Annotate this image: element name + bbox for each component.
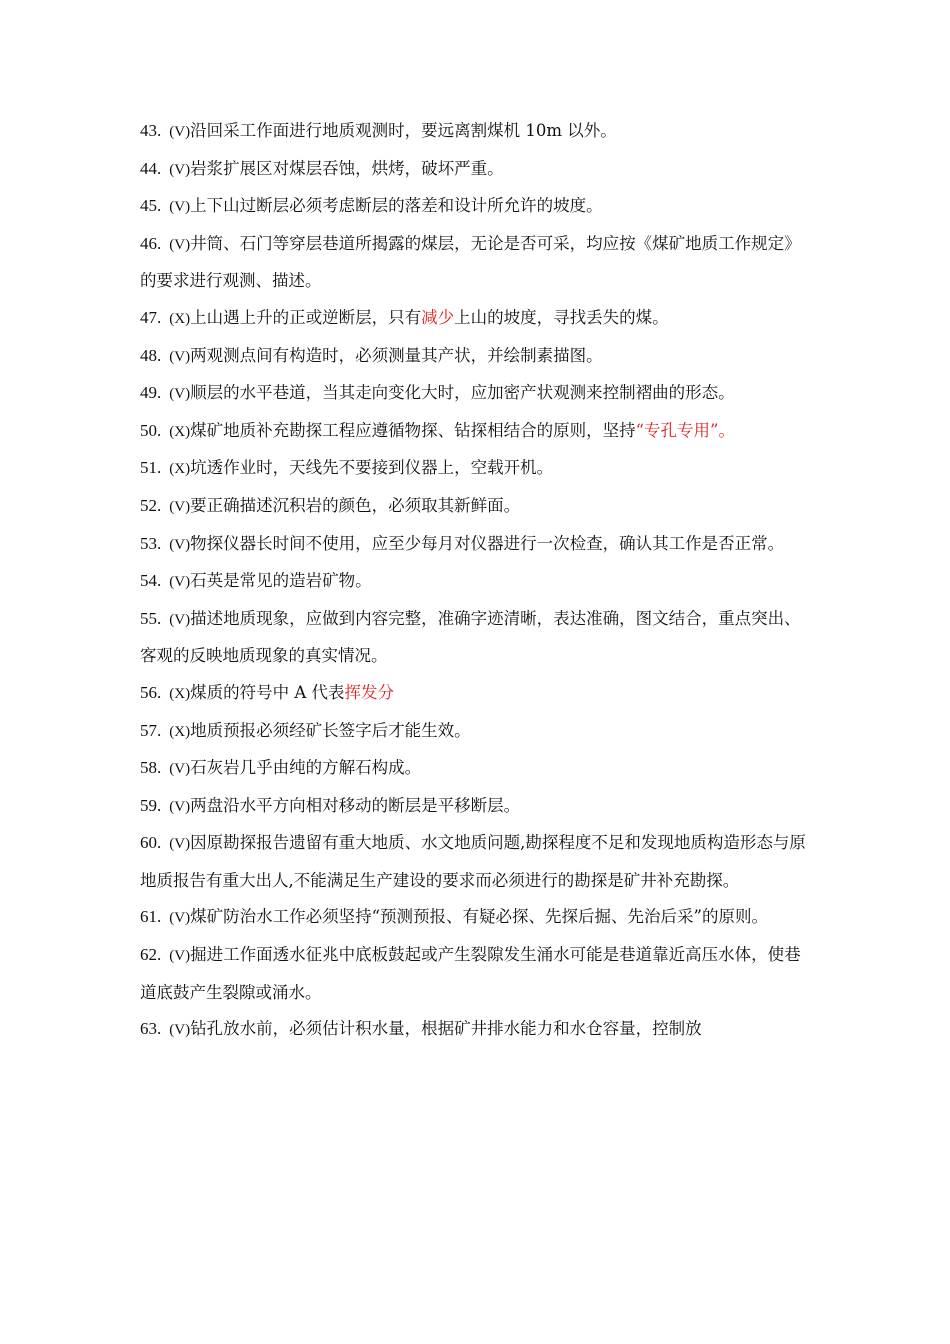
list-item bbox=[140, 188, 812, 226]
item-text: 煤质的符号中 A 代表 bbox=[190, 682, 345, 702]
item-text: 石英是常见的造岩矿物。 bbox=[190, 571, 372, 591]
list-item bbox=[140, 375, 812, 413]
item-number: 56. bbox=[140, 682, 162, 702]
item-text: 掘进工作面透水征兆中底板鼓起或产生裂隙发生涌水可能是巷道靠近高压水体，使巷道底鼓产生裂隙或涌水。 bbox=[140, 945, 801, 1002]
answer-mark: (V) bbox=[169, 948, 191, 965]
item-number: 60. bbox=[140, 833, 162, 853]
answer-mark: (X) bbox=[169, 310, 191, 327]
item-text: 两盘沿水平方向相对移动的断层是平移断层。 bbox=[190, 795, 521, 815]
item-text: 沿回采工作面进行地质观测时，要远离割煤机 10m 以外。 bbox=[190, 121, 617, 140]
answer-mark: (X) bbox=[169, 423, 191, 440]
list-item bbox=[140, 937, 812, 1011]
list-item bbox=[140, 113, 812, 151]
answer-mark: (X) bbox=[169, 461, 191, 478]
item-text: 两观测点间有构造时，必须测量其产状，并绘制素描图。 bbox=[190, 345, 603, 365]
list-item bbox=[140, 899, 812, 937]
document-body bbox=[140, 113, 812, 1049]
item-number: 48. bbox=[140, 345, 162, 365]
item-number: 49. bbox=[140, 383, 162, 403]
list-item bbox=[140, 750, 812, 788]
list-item bbox=[140, 526, 812, 564]
item-text: 物探仪器长时间不使用，应至少每月对仪器进行一次检查，确认其工作是否正常。 bbox=[190, 533, 785, 553]
item-text-continued: 上山的坡度，寻找丢失的煤。 bbox=[454, 307, 669, 327]
item-number: 51. bbox=[140, 458, 162, 478]
item-number: 62. bbox=[140, 945, 162, 965]
list-item bbox=[140, 563, 812, 601]
item-text: 描述地质现象，应做到内容完整，准确字迹清晰，表达准确，图文结合，重点突出、客观的反映地质现象的真实情况。 bbox=[140, 608, 801, 666]
item-text: 上下山过断层必须考虑断层的落差和设计所允许的坡度。 bbox=[190, 196, 603, 216]
item-number: 45. bbox=[140, 196, 162, 216]
list-item bbox=[140, 300, 812, 338]
item-number: 53. bbox=[140, 533, 162, 553]
item-text: 上山遇上升的正或逆断层，只有 bbox=[190, 307, 422, 327]
item-text: 井筒、石门等穿层巷道所揭露的煤层，无论是否可采，均应按《煤矿地质工作规定》的要求进行观测、描述。 bbox=[140, 233, 801, 291]
item-number: 47. bbox=[140, 307, 162, 327]
list-item bbox=[140, 226, 812, 300]
item-number: 43. bbox=[140, 121, 162, 140]
list-item bbox=[140, 713, 812, 751]
item-text: 岩浆扩展区对煤层吞蚀，烘烤，破坏严重。 bbox=[190, 158, 504, 178]
list-item bbox=[140, 825, 812, 899]
answer-mark: (V) bbox=[169, 386, 191, 403]
answer-mark: (V) bbox=[169, 498, 191, 515]
item-text: 煤矿防治水工作必须坚持“预测预报、有疑必探、先探后掘、先治后采”的原则。 bbox=[190, 907, 768, 927]
item-text: 煤矿地质补充勘探工程应遵循物探、钻探相结合的原则，坚持 bbox=[190, 420, 636, 440]
answer-mark: (V) bbox=[169, 536, 191, 553]
item-number: 63. bbox=[140, 1019, 162, 1039]
highlighted-text: “专孔专用”。 bbox=[635, 420, 735, 440]
list-item bbox=[140, 601, 812, 675]
item-text: 坑透作业时，天线先不要接到仪器上，空载开机。 bbox=[190, 458, 554, 478]
list-item bbox=[140, 675, 812, 713]
item-number: 54. bbox=[140, 571, 162, 591]
item-text: 钻孔放水前，必须估计积水量，根据矿井排水能力和水仓容量，控制放 bbox=[190, 1019, 702, 1039]
item-number: 58. bbox=[140, 758, 162, 778]
item-number: 57. bbox=[140, 720, 162, 740]
answer-mark: (V) bbox=[169, 611, 191, 628]
highlighted-text: 减少 bbox=[421, 307, 455, 327]
item-text: 因原勘探报告遗留有重大地质、水文地质问题,勘探程度不足和发现地质构造形态与原地质报告有重大出人,不能满足生产建设的要求而必须进行的勘探是矿井补充勘探。 bbox=[140, 833, 806, 890]
item-number: 52. bbox=[140, 495, 162, 515]
item-text: 要正确描述沉积岩的颜色，必须取其新鲜面。 bbox=[190, 495, 521, 515]
item-text: 顺层的水平巷道，当其走向变化大时，应加密产状观测来控制褶曲的形态。 bbox=[190, 383, 735, 403]
item-text: 地质预报必须经矿长签字后才能生效。 bbox=[190, 720, 471, 740]
list-item bbox=[140, 788, 812, 826]
list-item bbox=[140, 450, 812, 488]
highlighted-text: 挥发分 bbox=[344, 682, 394, 702]
list-item bbox=[140, 151, 812, 189]
list-item bbox=[140, 488, 812, 526]
item-number: 50. bbox=[140, 420, 162, 440]
item-number: 46. bbox=[140, 233, 162, 253]
answer-mark: (V) bbox=[169, 798, 191, 815]
answer-mark: (V) bbox=[169, 348, 191, 365]
answer-mark: (V) bbox=[169, 910, 191, 927]
item-number: 61. bbox=[140, 907, 162, 927]
item-number: 55. bbox=[140, 608, 162, 628]
item-text: 石灰岩几乎由纯的方解石构成。 bbox=[190, 758, 422, 778]
answer-mark: (V) bbox=[169, 574, 191, 591]
answer-mark: (V) bbox=[169, 124, 191, 140]
answer-mark: (X) bbox=[169, 685, 191, 702]
list-item bbox=[140, 338, 812, 376]
answer-mark: (X) bbox=[169, 723, 191, 740]
answer-mark: (V) bbox=[169, 199, 191, 216]
answer-mark: (V) bbox=[169, 236, 191, 253]
list-item bbox=[140, 413, 812, 451]
answer-mark: (V) bbox=[169, 161, 191, 178]
answer-mark: (V) bbox=[169, 1022, 191, 1039]
list-item bbox=[140, 1011, 812, 1049]
item-number: 44. bbox=[140, 158, 162, 178]
answer-mark: (V) bbox=[169, 761, 191, 778]
item-number: 59. bbox=[140, 795, 162, 815]
answer-mark: (V) bbox=[169, 836, 191, 853]
